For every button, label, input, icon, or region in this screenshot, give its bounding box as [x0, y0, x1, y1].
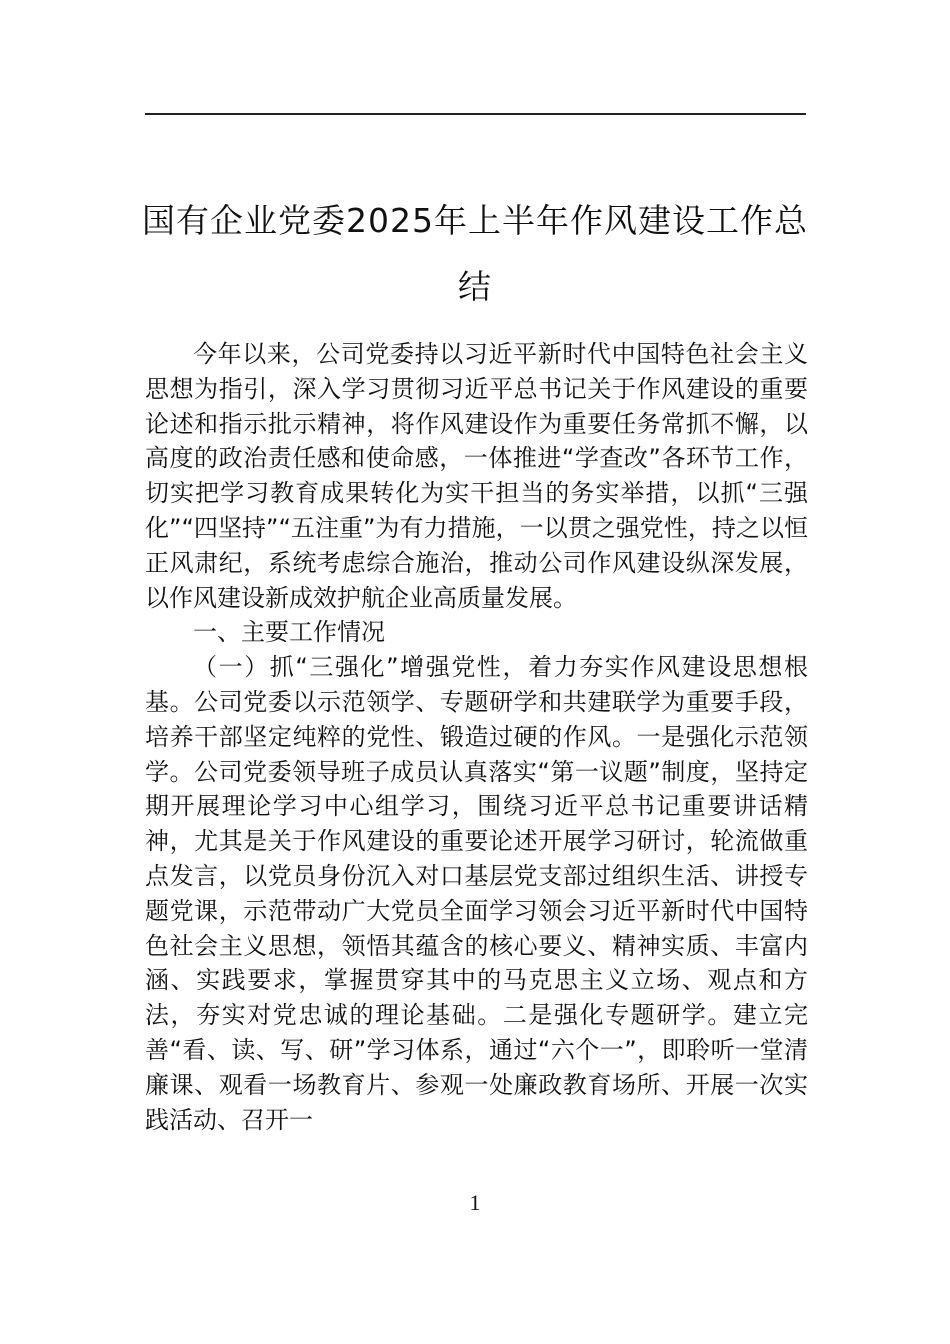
document-title: 国有企业党委2025年上半年作风建设工作总结 [142, 201, 808, 307]
intro-paragraph: 今年以来，公司党委持以习近平新时代中国特色社会主义思想为指引，深入学习贯彻习近平总书记关于作风建设的重要论述和指示批示精神，将作风建设作为重要任务常抓不懈，以高度的政治责任感和使命感，一体推进“学查改”各环节工作，切实把学习教育成果转化为实干担当的务实举措，以抓“三强化”“四坚持”“五注重”为有力措施，一以贯之强党性，持之以恒正风肃纪，系统考虑综合施治，推动公司作风建设纵深发展，以作风建设新成效护航企业高质量发展。 [145, 340, 808, 612]
page-number: 1 [469, 1190, 481, 1215]
body-paragraph: （一）抓“三强化”增强党性，着力夯实作风建设思想根基。公司党委以示范领学、专题研学和共建联学为重要手段，培养干部坚定纯粹的党性、锻造过硬的作风。一是强化示范领学。公司党委领导班子成员认真落实“第一议题”制度，坚持定期开展理论学习中心组学习，围绕习近平总书记重要讲话精神，尤其是关于作风建设的重要论述开展学习研讨，轮流做重点发言，以党员身份沉入对口基层党支部过组织生活、讲授专题党课，示范带动广大党员全面学习领会习近平新时代中国特色社会主义思想，领悟其蕴含的核心要义、精神实质、丰富内涵、实践要求，掌握贯穿其中的马克思主义立场、观点和方法，夯实对党忠诚的理论基础。二是强化专题研学。建立完善“看、读、写、研”学习体系，通过“六个一”，即聆听一堂清廉课、观看一场教育片、参观一处廉政教育场所、开展一次实践活动、召开一 [145, 653, 808, 1134]
header-rule [145, 113, 806, 115]
document-body [145, 337, 808, 1137]
section-heading: 一、主要工作情况 [193, 618, 385, 647]
